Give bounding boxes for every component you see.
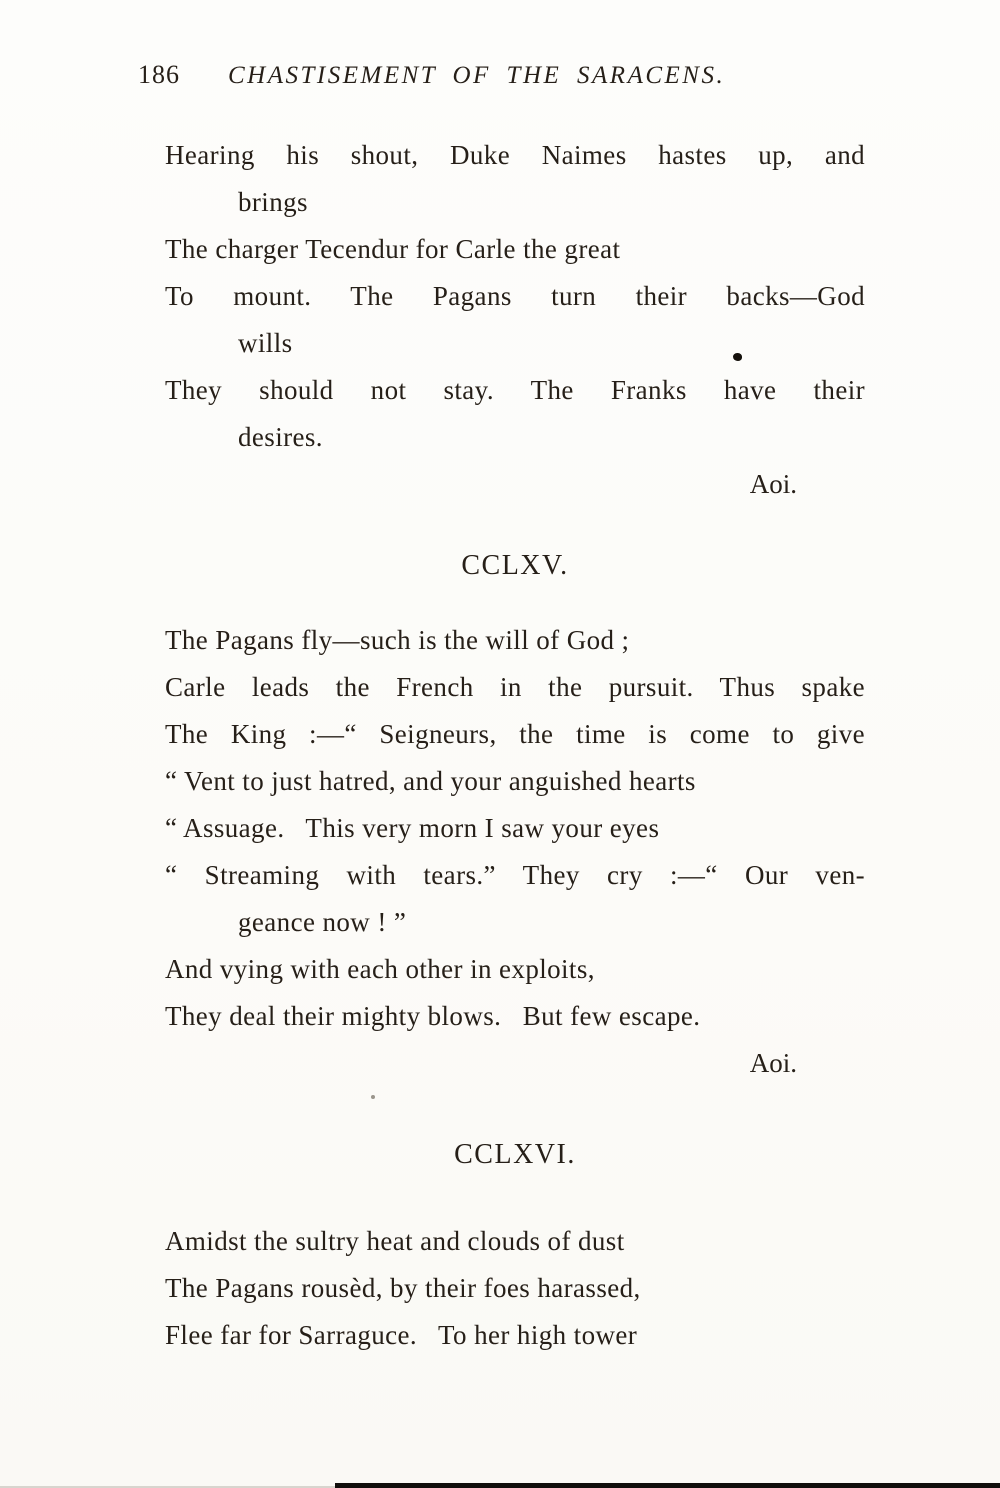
poem-line-continuation: geance now ! ” bbox=[238, 907, 407, 937]
refrain-aoi: Aoi. bbox=[749, 1048, 797, 1078]
stanza-2 bbox=[165, 617, 865, 1087]
poem-line: And vying with each other in exploits, bbox=[165, 954, 595, 984]
running-title: CHASTISEMENT OF THE SARACENS. bbox=[228, 62, 726, 89]
ink-spot-artifact bbox=[733, 353, 742, 361]
poem-line: The charger Tecendur for Carle the great bbox=[165, 234, 621, 264]
poem-line: The King :—“ Seigneurs, the time is come to give bbox=[165, 719, 865, 749]
poem-line: The Pagans fly—such is the will of God ; bbox=[165, 625, 630, 655]
poem-line: They deal their mighty blows. But few escape. bbox=[165, 1001, 701, 1031]
stanza-3 bbox=[165, 1218, 865, 1359]
poem-line: To mount. The Pagans turn their backs—God bbox=[165, 281, 865, 311]
stanza-1 bbox=[165, 132, 865, 508]
scan-edge-artifact bbox=[335, 1483, 1000, 1488]
poem-line: They should not stay. The Franks have their bbox=[165, 375, 865, 405]
poem-line: “ Assuage. This very morn I saw your eyes bbox=[165, 813, 660, 843]
stanza-heading-cclxv: CCLXV. bbox=[461, 550, 569, 581]
page-number: 186 bbox=[138, 60, 180, 89]
poem-line-continuation: wills bbox=[238, 328, 293, 358]
poem-line: The Pagans rousèd, by their foes harassed, bbox=[165, 1273, 641, 1303]
poem-text-column bbox=[165, 132, 865, 1359]
poem-line: Hearing his shout, Duke Naimes hastes up, and bbox=[165, 140, 865, 170]
speck-artifact bbox=[371, 1095, 375, 1099]
stanza-heading-cclxvi: CCLXVI. bbox=[454, 1139, 576, 1170]
poem-line: “ Vent to just hatred, and your anguished hearts bbox=[165, 766, 696, 796]
poem-line: Flee far for Sarraguce. To her high tower bbox=[165, 1320, 638, 1350]
poem-line: Amidst the sultry heat and clouds of dust bbox=[165, 1226, 625, 1256]
poem-line-continuation: desires. bbox=[238, 422, 323, 452]
running-header bbox=[138, 60, 880, 90]
poem-line: “ Streaming with tears.” They cry :—“ Our ven- bbox=[165, 860, 865, 890]
poem-line: Carle leads the French in the pursuit. Thus spake bbox=[165, 672, 865, 702]
refrain-aoi: Aoi. bbox=[749, 469, 797, 499]
poem-line-continuation: brings bbox=[238, 187, 308, 217]
